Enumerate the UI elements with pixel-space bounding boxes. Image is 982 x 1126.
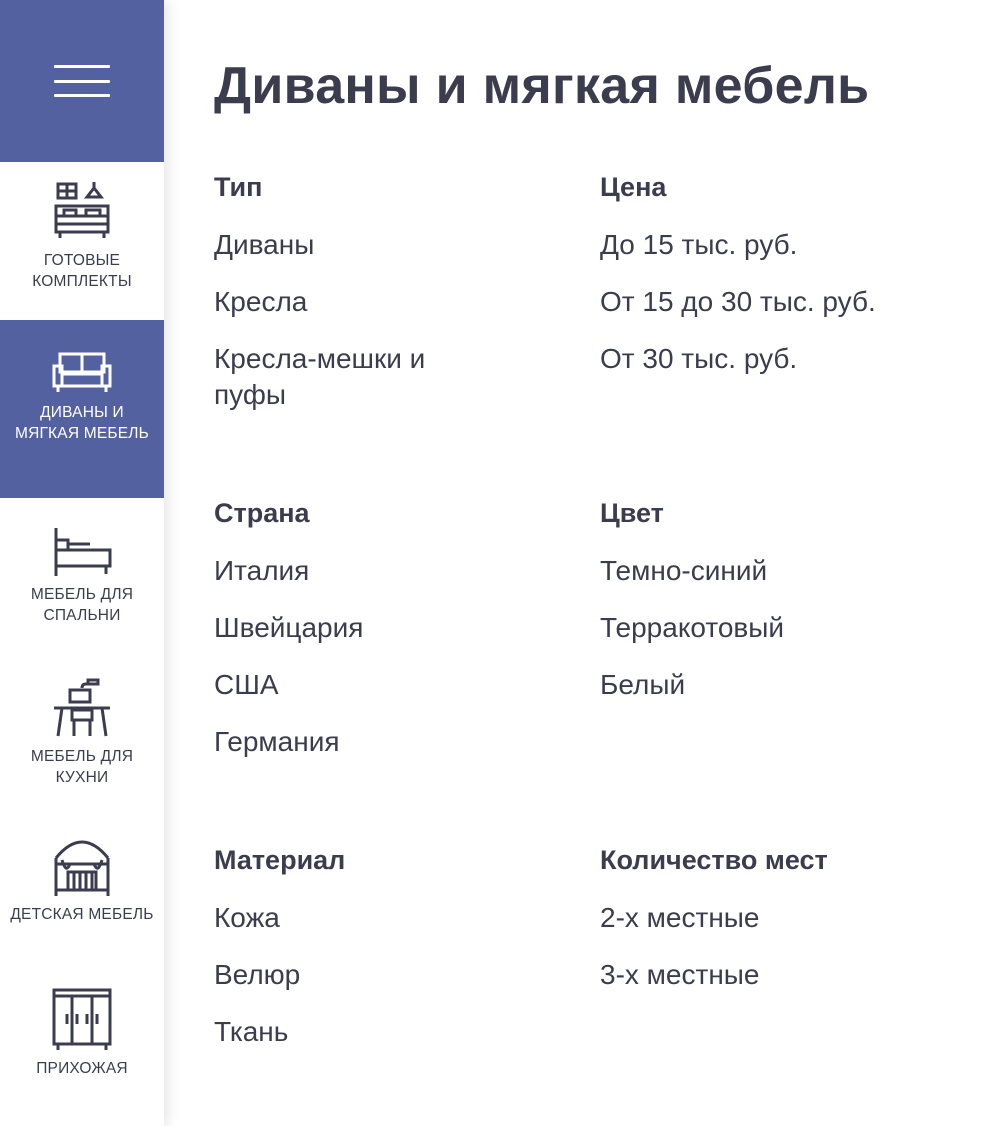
sidebar [0, 0, 164, 1126]
filter-group-price [600, 170, 970, 398]
filter-heading: Цена [600, 172, 667, 202]
filter-option[interactable]: Темно-синий [600, 555, 768, 586]
sidebar-item-label: ДИВАНЫ И МЯГКАЯ МЕБЕЛЬ [14, 404, 150, 442]
sidebar-item-label: МЕБЕЛЬ ДЛЯ КУХНИ [30, 748, 134, 786]
filter-option[interactable]: 2-х местные [600, 902, 760, 933]
filter-option[interactable]: Швейцария [214, 612, 364, 643]
filter-heading: Материал [214, 845, 346, 875]
menu-button[interactable] [0, 0, 164, 162]
room-set-icon [50, 180, 114, 244]
filter-option[interactable]: Кресла-мешки и пуфы [214, 343, 426, 410]
filter-heading: Цвет [600, 498, 664, 528]
filter-option[interactable]: Кресла [214, 286, 308, 317]
sidebar-item-ready-sets[interactable] [0, 162, 164, 320]
filter-option[interactable]: 3-х местные [600, 959, 760, 990]
filter-option[interactable]: От 15 до 30 тыс. руб. [600, 286, 876, 317]
filter-option[interactable]: Германия [214, 726, 340, 757]
filter-option[interactable]: Италия [214, 555, 310, 586]
sidebar-item-hallway[interactable] [0, 972, 164, 1126]
sofa-icon [50, 348, 114, 396]
filter-option[interactable]: Терракотовый [600, 612, 785, 643]
filter-option[interactable]: Белый [600, 669, 686, 700]
sidebar-item-kids[interactable] [0, 814, 164, 972]
sidebar-item-kitchen[interactable] [0, 656, 164, 814]
sidebar-item-bedroom[interactable] [0, 498, 164, 656]
filter-option[interactable]: Кожа [214, 902, 280, 933]
filter-option[interactable]: Велюр [214, 959, 301, 990]
sidebar-item-label: МЕБЕЛЬ ДЛЯ СПАЛЬНИ [30, 586, 134, 624]
hamburger-icon [54, 65, 110, 97]
filter-heading: Тип [214, 172, 263, 202]
wardrobe-icon [50, 988, 114, 1052]
filter-group-seats [600, 843, 970, 1014]
filter-option[interactable]: Диваны [214, 229, 315, 260]
filter-group-country [214, 496, 584, 781]
filter-group-material [214, 843, 584, 1071]
sidebar-item-label: ПРИХОЖАЯ [36, 1060, 128, 1077]
filter-group-type [214, 170, 584, 434]
sidebar-item-label: ГОТОВЫЕ КОМПЛЕКТЫ [32, 252, 132, 290]
filter-heading: Страна [214, 498, 310, 528]
filter-heading: Количество мест [600, 845, 828, 875]
filter-option[interactable]: От 30 тыс. руб. [600, 343, 798, 374]
filter-option[interactable]: Ткань [214, 1016, 289, 1047]
bed-icon [50, 526, 114, 578]
filter-group-color [600, 496, 970, 724]
crib-icon [50, 834, 114, 898]
page-title: Диваны и мягкая мебель [214, 57, 870, 115]
filter-option[interactable]: США [214, 669, 279, 700]
filter-option[interactable]: До 15 тыс. руб. [600, 229, 798, 260]
kitchen-table-icon [50, 676, 114, 740]
sidebar-item-sofas[interactable] [0, 320, 164, 498]
sidebar-item-label: ДЕТСКАЯ МЕБЕЛЬ [10, 906, 154, 923]
